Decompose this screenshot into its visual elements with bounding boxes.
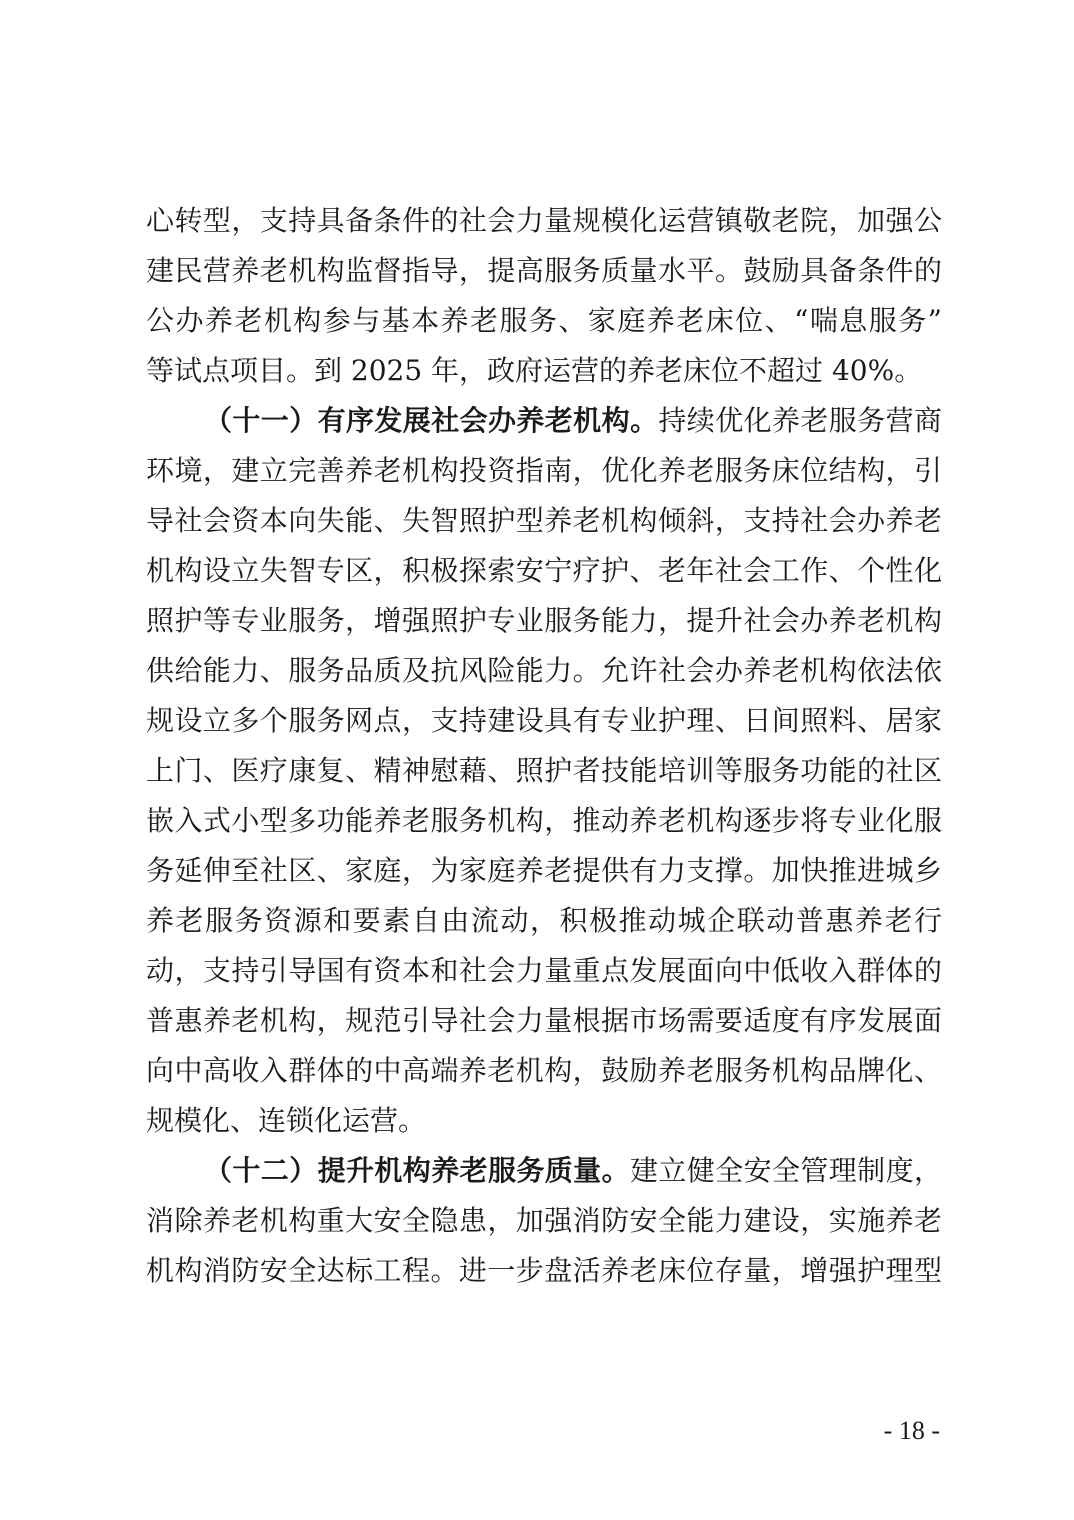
section-11-line: 环境，建立完善养老机构投资指南，优化养老服务床位结构，引 (146, 454, 942, 487)
section-12-heading: （十二）提升机构养老服务质量。 (204, 1154, 630, 1187)
section-11-line: 规模化、连锁化运营。 (146, 1104, 427, 1137)
section-11-line: 上门、医疗康复、精神慰藉、照护者技能培训等服务功能的社区 (146, 754, 942, 787)
section-11-heading: （十一）有序发展社会办养老机构。 (204, 404, 659, 437)
section-11-line: 导社会资本向失能、失智照护型养老机构倾斜，支持社会办养老 (146, 504, 942, 537)
document-body (146, 196, 942, 1296)
section-12-line: 机构消防安全达标工程。进一步盘活养老床位存量，增强护理型 (146, 1254, 942, 1287)
section-11-line: 向中高收入群体的中高端养老机构，鼓励养老服务机构品牌化、 (146, 1054, 942, 1087)
page-number: - 18 - (883, 1416, 940, 1445)
section-11-line: 嵌入式小型多功能养老服务机构，推动养老机构逐步将专业化服 (146, 804, 942, 837)
section-11-first-line-text: 持续优化养老服务营商 (658, 404, 942, 437)
section-12-first-line (146, 1146, 942, 1196)
section-11-line: 供给能力、服务品质及抗风险能力。允许社会办养老机构依法依 (146, 654, 942, 687)
section-12-first-line-text: 建立健全安全管理制度， (629, 1154, 942, 1187)
paragraph-1-line-4: 等试点项目。到 2025 年，政府运营的养老床位不超过 40%。 (146, 354, 923, 387)
section-12-line: 消除养老机构重大安全隐患，加强消防安全能力建设，实施养老 (146, 1204, 942, 1237)
paragraph-1-line-3: 公办养老机构参与基本养老服务、家庭养老床位、“喘息服务” (146, 304, 942, 337)
paragraph-1-line-1: 心转型，支持具备条件的社会力量规模化运营镇敬老院，加强公 (146, 204, 942, 237)
paragraph-1-line-2: 建民营养老机构监督指导，提高服务质量水平。鼓励具备条件的 (146, 254, 942, 287)
section-11-first-line (146, 396, 942, 446)
section-11-line: 照护等专业服务，增强照护专业服务能力，提升社会办养老机构 (146, 604, 942, 637)
section-11-line: 动，支持引导国有资本和社会力量重点发展面向中低收入群体的 (146, 954, 942, 987)
section-11-line: 规设立多个服务网点，支持建设具有专业护理、日间照料、居家 (146, 704, 942, 737)
section-11-line: 普惠养老机构，规范引导社会力量根据市场需要适度有序发展面 (146, 1004, 942, 1037)
section-11-line: 务延伸至社区、家庭，为家庭养老提供有力支撑。加快推进城乡 (146, 854, 942, 887)
section-11-line: 养老服务资源和要素自由流动，积极推动城企联动普惠养老行 (146, 904, 942, 937)
section-11-line: 机构设立失智专区，积极探索安宁疗护、老年社会工作、个性化 (146, 554, 942, 587)
